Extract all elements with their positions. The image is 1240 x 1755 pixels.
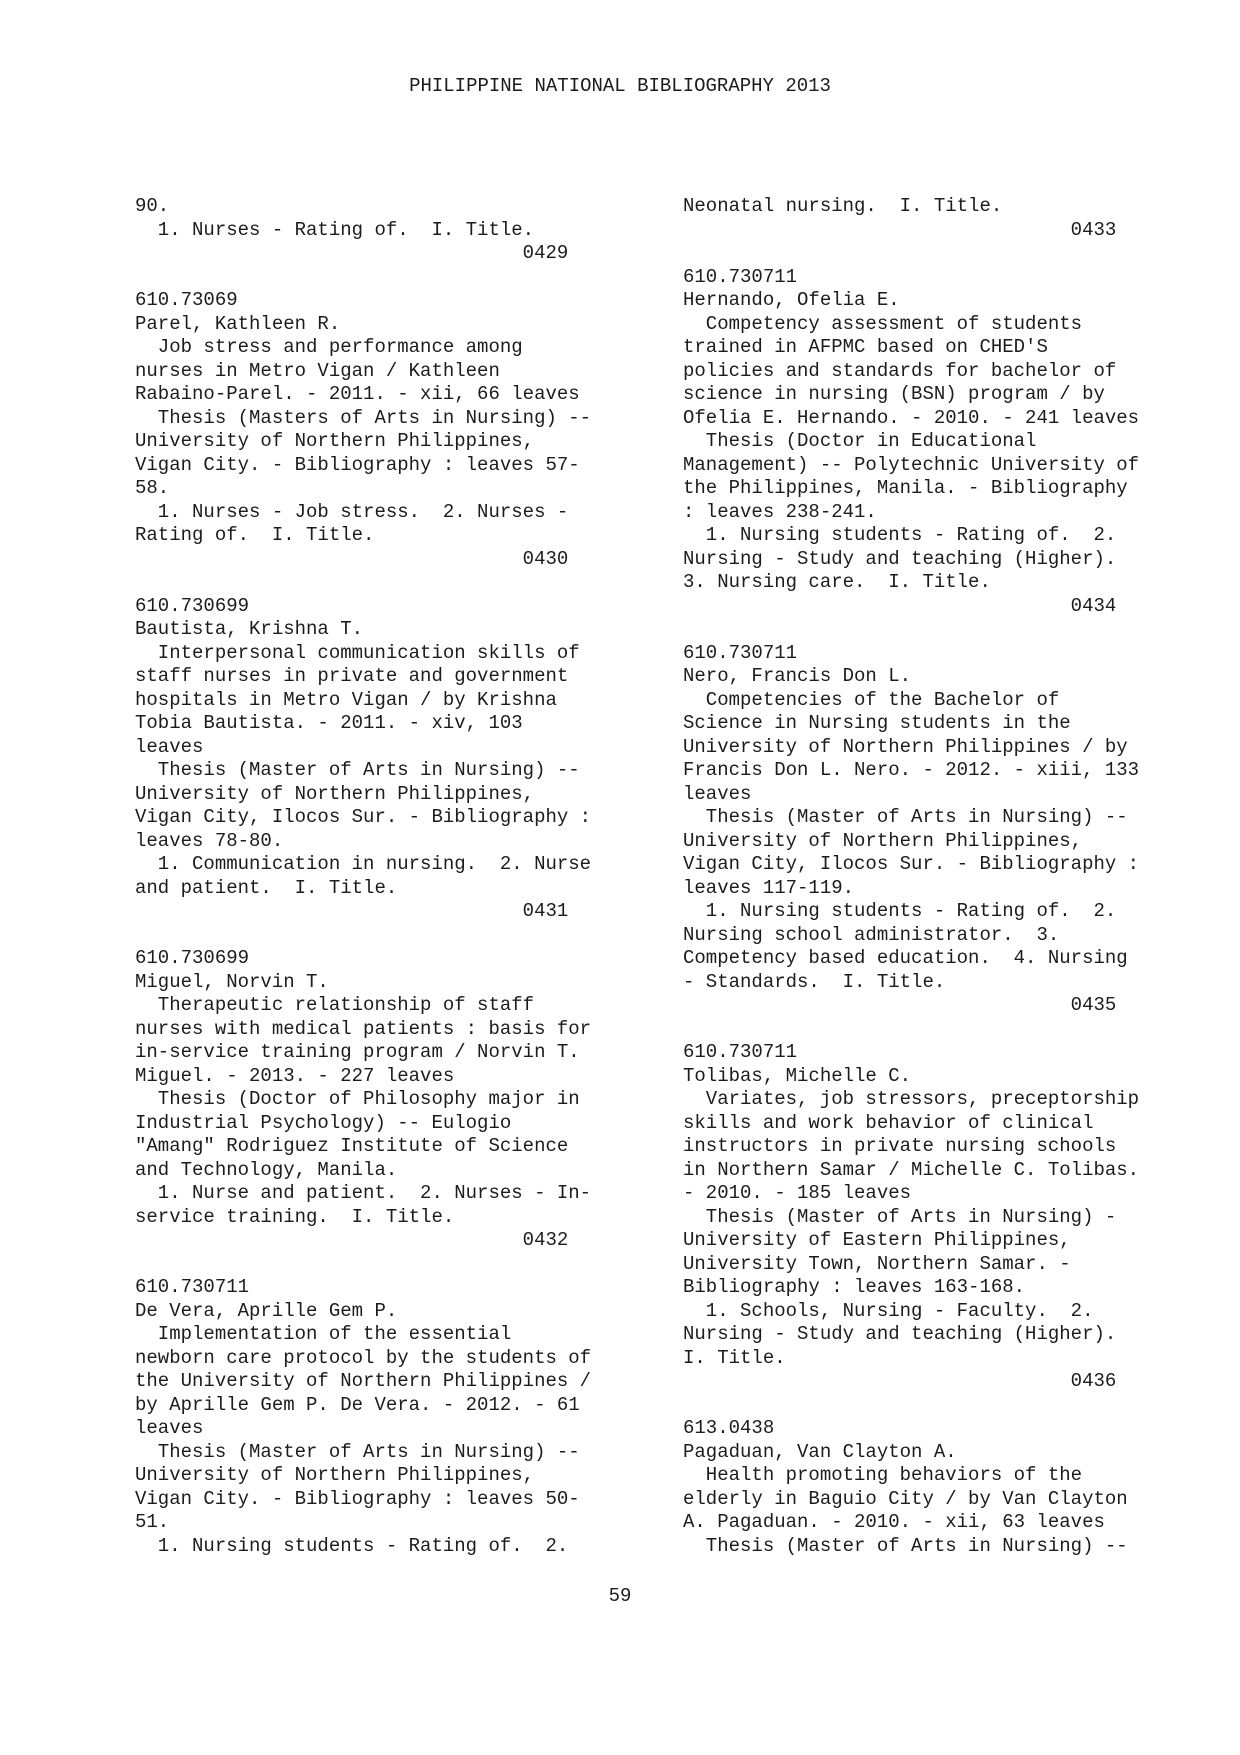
bibliography-line: instructors in private nursing schools [683,1135,1117,1157]
bibliography-line [135,924,635,948]
bibliography-line: University of Northern Philippines, [683,829,1083,852]
bibliography-line: 1. Nursing students - Rating of. 2. [683,524,1117,546]
bibliography-line: Vigan City, Ilocos Sur. - Bibliography : [135,806,592,828]
bibliography-line: 51. [135,1511,170,1533]
bibliography-line: University Town, Northern Samar. - [683,1252,1071,1275]
bibliography-line: 1. Nursing students - Rating of. 2. [135,1534,569,1557]
bibliography-line: leaves [135,1417,204,1439]
bibliography-line: De Vera, Aprille Gem P. [135,1299,398,1322]
bibliography-line: A. Pagaduan. - 2010. - xii, 63 leaves [683,1511,1105,1533]
bibliography-line: I. Title. [683,1346,786,1369]
bibliography-line: hospitals in Metro Vigan / by Krishna [135,688,557,711]
bibliography-line: 0429 [135,242,569,264]
bibliography-line: Thesis (Master of Arts in Nursing) -- [135,1440,580,1463]
bibliography-line: Industrial Psychology) -- Eulogio [135,1111,512,1134]
bibliography-line: Nursing - Study and teaching (Higher). [683,1323,1117,1345]
bibliography-line: 610.730699 [135,594,250,617]
bibliography-line: 1. Nursing students - Rating of. 2. [683,900,1117,922]
bibliography-line: 610.730711 [135,1276,250,1298]
bibliography-line: Tolibas, Michelle C. [683,1064,912,1087]
bibliography-line: Competency based education. 4. Nursing [683,947,1128,969]
bibliography-line: 0436 [683,1370,1117,1392]
bibliography-line: leaves 117-119. [683,876,855,899]
page-number: 59 [608,1585,632,1607]
bibliography-line: University of Eastern Philippines, [683,1229,1071,1251]
bibliography-line: and Technology, Manila. [135,1158,398,1181]
bibliography-line [135,1253,635,1277]
bibliography-line: 58. [135,477,170,499]
bibliography-line: 0431 [135,900,569,922]
bibliography-line: 0430 [135,547,569,570]
bibliography-line: 1. Nurses - Job stress. 2. Nurses - [135,500,569,523]
bibliography-line: 0435 [683,994,1117,1016]
bibliography-line: Vigan City. - Bibliography : leaves 57- [135,453,580,476]
bibliography-line: 1. Nurse and patient. 2. Nurses - In- [135,1182,592,1204]
bibliography-line: Competency assessment of students [683,312,1083,335]
bibliography-line: 610.730711 [683,641,798,664]
bibliography-line: the Philippines, Manila. - Bibliography [683,477,1128,499]
bibliography-line: and patient. I. Title. [135,876,398,899]
bibliography-line: leaves [683,782,752,805]
bibliography-line: 613.0438 [683,1417,775,1439]
bibliography-line [683,242,1183,266]
bibliography-line: Ofelia E. Hernando. - 2010. - 241 leaves [683,406,1140,429]
bibliography-line: 610.73069 [135,289,238,311]
bibliography-line: 0433 [683,218,1117,241]
bibliography-line: Thesis (Master of Arts in Nursing) -- [683,806,1128,828]
bibliography-line: Implementation of the essential [135,1323,512,1345]
bibliography-line: in Northern Samar / Michelle C. Tolibas. [683,1158,1140,1181]
bibliography-line: 610.730711 [683,265,798,288]
bibliography-line: 1. Communication in nursing. 2. Nurse [135,853,592,875]
left-column [135,195,635,1558]
bibliography-line: leaves [135,735,204,758]
bibliography-line: Pagaduan, Van Clayton A. [683,1440,957,1463]
bibliography-line: 0434 [683,594,1117,617]
bibliography-line: - 2010. - 185 leaves [683,1182,912,1204]
bibliography-line: policies and standards for bachelor of [683,359,1117,382]
bibliography-line: Therapeutic relationship of staff [135,994,535,1016]
bibliography-line: Rating of. I. Title. [135,524,375,546]
bibliography-line: Thesis (Master of Arts in Nursing) -- [683,1534,1128,1557]
bibliography-line: Tobia Bautista. - 2011. - xiv, 103 [135,712,523,734]
bibliography-line: service training. I. Title. [135,1205,455,1228]
bibliography-line: Miguel. - 2013. - 227 leaves [135,1064,455,1087]
bibliography-line: by Aprille Gem P. De Vera. - 2012. - 61 [135,1393,580,1416]
bibliography-line: Hernando, Ofelia E. [683,289,900,311]
bibliography-line: Science in Nursing students in the [683,712,1071,734]
bibliography-line: University of Northern Philippines / by [683,735,1128,758]
bibliography-line: leaves 78-80. [135,829,284,852]
bibliography-line: skills and work behavior of clinical [683,1111,1094,1134]
bibliography-line: science in nursing (BSN) program / by [683,383,1105,405]
bibliography-line: Job stress and performance among [135,336,523,358]
bibliography-line: Vigan City, Ilocos Sur. - Bibliography : [683,853,1140,875]
bibliography-line [683,1018,1183,1042]
bibliography-line: Health promoting behaviors of the [683,1464,1083,1486]
bibliography-line: Thesis (Doctor of Philosophy major in [135,1088,580,1110]
bibliography-line: nurses in Metro Vigan / Kathleen [135,359,500,382]
bibliography-line [135,571,635,595]
bibliography-line: newborn care protocol by the students of [135,1346,592,1369]
bibliography-line: : leaves 238-241. [683,500,877,523]
bibliography-line: Variates, job stressors, preceptorship [683,1088,1140,1110]
bibliography-line: the University of Northern Philippines / [135,1370,592,1392]
bibliography-line [135,266,635,290]
bibliography-line: Miguel, Norvin T. [135,970,329,993]
bibliography-line: nurses with medical patients : basis for [135,1017,592,1040]
bibliography-line: Thesis (Masters of Arts in Nursing) -- [135,406,592,429]
bibliography-line: Rabaino-Parel. - 2011. - xii, 66 leaves [135,383,580,405]
page-header: PHILIPPINE NATIONAL BIBLIOGRAPHY 2013 [409,75,831,97]
bibliography-line [683,1394,1183,1418]
bibliography-line: Bibliography : leaves 163-168. [683,1276,1026,1298]
bibliography-line: Thesis (Doctor in Educational [683,430,1037,452]
bibliography-line: Nursing - Study and teaching (Higher). [683,547,1117,570]
bibliography-line: Bautista, Krishna T. [135,618,364,640]
bibliography-line: 610.730711 [683,1041,798,1063]
bibliography-line: 90. [135,195,170,217]
bibliography-line: 1. Nurses - Rating of. I. Title. [135,218,535,241]
bibliography-line: Thesis (Master of Arts in Nursing) - [683,1205,1117,1228]
bibliography-line: Competencies of the Bachelor of [683,688,1060,711]
bibliography-line: 610.730699 [135,947,250,969]
bibliography-line [683,618,1183,642]
bibliography-line: University of Northern Philippines, [135,782,535,805]
bibliography-line: University of Northern Philippines, [135,1464,535,1486]
bibliography-line: Francis Don L. Nero. - 2012. - xiii, 133 [683,759,1140,781]
bibliography-line: Neonatal nursing. I. Title. [683,195,1003,217]
bibliography-line: Nursing school administrator. 3. [683,923,1060,946]
bibliography-line: 3. Nursing care. I. Title. [683,571,991,593]
bibliography-line: 1. Schools, Nursing - Faculty. 2. [683,1299,1094,1322]
bibliography-line: - Standards. I. Title. [683,970,946,993]
bibliography-line: University of Northern Philippines, [135,430,535,452]
bibliography-line: Management) -- Polytechnic University of [683,453,1140,476]
bibliography-line: elderly in Baguio City / by Van Clayton [683,1487,1128,1510]
bibliography-line: staff nurses in private and government [135,665,569,687]
bibliography-line: 0432 [135,1229,569,1251]
bibliography-line: in-service training program / Norvin T. [135,1041,580,1063]
bibliography-line: Vigan City. - Bibliography : leaves 50- [135,1487,580,1510]
bibliography-line: Thesis (Master of Arts in Nursing) -- [135,759,580,781]
bibliography-line: Interpersonal communication skills of [135,641,580,664]
bibliography-line: Parel, Kathleen R. [135,312,341,335]
bibliography-line: "Amang" Rodriguez Institute of Science [135,1135,569,1157]
right-column [683,195,1183,1558]
bibliography-line: trained in AFPMC based on CHED'S [683,336,1048,358]
bibliography-line: Nero, Francis Don L. [683,665,912,687]
